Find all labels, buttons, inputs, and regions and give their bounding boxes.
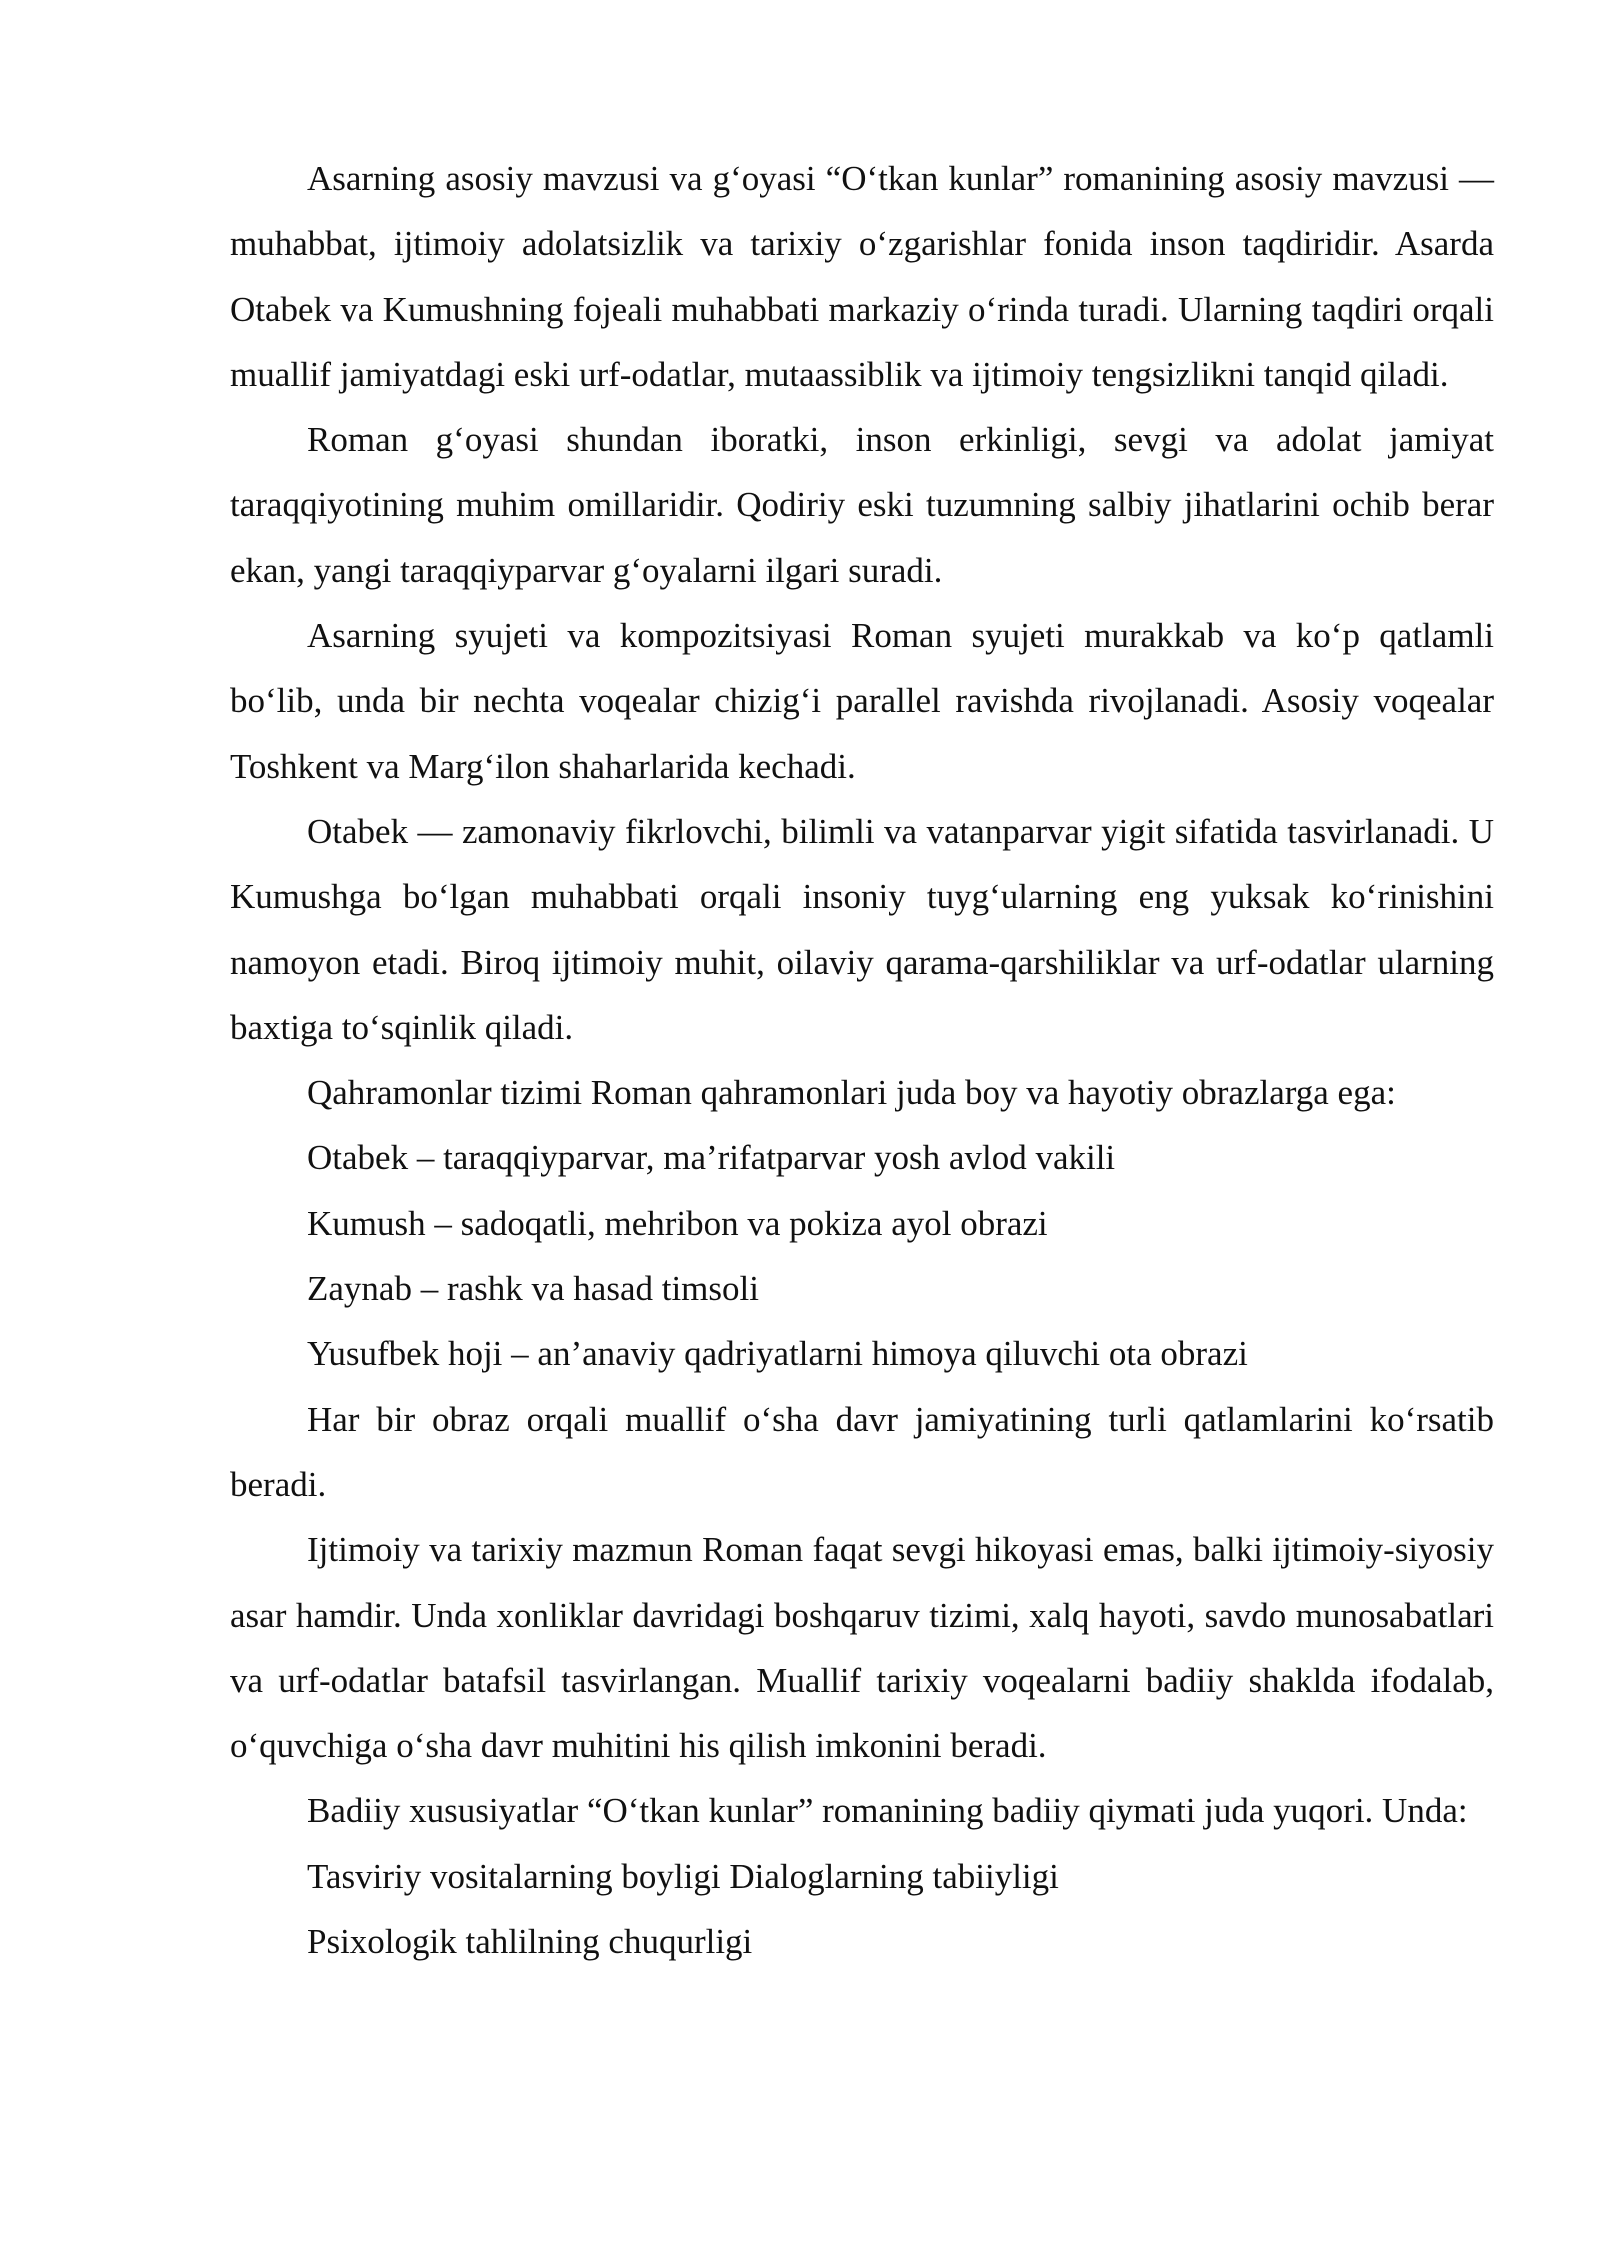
list-item-otabek: Otabek – taraqqiyparvar, ma’rifatparvar yosh avlod vakili [307,1138,1116,1178]
list-item-kumush: Kumush – sadoqatli, mehribon va pokiza ayol obrazi [307,1203,1048,1243]
paragraph-otabek-description: Otabek — zamonaviy fikrlovchi, bilimli va vatanparvar yigit sifatida tasvirlanadi. U Kumushga bo‘lgan muhabbati orqali insoniy tuyg‘ularning eng yuksak ko‘rinishini namoyon etadi. Biroq ijtimoiy muhit, oilaviy qarama-qarshiliklar va urf-odatlar ularning baxtiga to‘sqinlik qiladi. [230,811,1494,1047]
paragraph-social-historical: Ijtimoiy va tarixiy mazmun Roman faqat sevgi hikoyasi emas, balki ijtimoiy-siyosiy asar hamdir. Unda xonliklar davridagi boshqaruv tizimi, xalq hayoti, savdo munosabatlari va urf-odatlar batafsil tasvirlangan. Muallif tarixiy voqealarni badiiy shaklda ifodalab, o‘quvchiga o‘sha davr muhitini his qilish imkonini beradi. [230,1530,1494,1766]
paragraph-each-image: Har bir obraz orqali muallif o‘sha davr jamiyatining turli qatlamlarini ko‘rsatib beradi. [230,1399,1494,1504]
list-item-descriptive-means: Tasviriy vositalarning boyligi Dialoglarning tabiiyligi [307,1856,1059,1896]
paragraph-artistic-features: Badiiy xususiyatlar “O‘tkan kunlar” romanining badiiy qiymati juda yuqori. Unda: [307,1791,1468,1831]
list-item-zaynab: Zaynab – rashk va hasad timsoli [307,1269,759,1309]
list-item-yusufbek: Yusufbek hoji – an’anaviy qadriyatlarni himoya qiluvchi ota obrazi [307,1334,1248,1374]
paragraph-characters-intro: Qahramonlar tizimi Roman qahramonlari juda boy va hayotiy obrazlarga ega: [307,1073,1396,1113]
document-body [230,146,1494,1974]
paragraph-theme-and-idea: Asarning asosiy mavzusi va g‘oyasi “O‘tkan kunlar” romanining asosiy mavzusi — muhabbat, ijtimoiy adolatsizlik va tarixiy o‘zgarishlar fonida inson taqdiridir. Asarda Otabek va Kumushning fojeali muhabbati markaziy o‘rinda turadi. Ularning taqdiri orqali muallif jamiyatdagi eski urf-odatlar, mutaassiblik va ijtimoiy tengsizlikni tanqid qiladi. [230,159,1494,394]
list-item-psychological-analysis: Psixologik tahlilning chuqurligi [307,1922,753,1962]
paragraph-plot-composition: Asarning syujeti va kompozitsiyasi Roman syujeti murakkab va ko‘p qatlamli bo‘lib, unda bir nechta voqealar chizig‘i parallel ravishda rivojlanadi. Asosiy voqealar Toshkent va Marg‘ilon shaharlarida kechadi. [230,616,1494,786]
paragraph-novel-idea: Roman g‘oyasi shundan iboratki, inson erkinligi, sevgi va adolat jamiyat taraqqiyotining muhim omillaridir. Qodiriy eski tuzumning salbiy jihatlarini ochib berar ekan, yangi taraqqiyparvar g‘oyalarni ilgari suradi. [230,420,1494,590]
